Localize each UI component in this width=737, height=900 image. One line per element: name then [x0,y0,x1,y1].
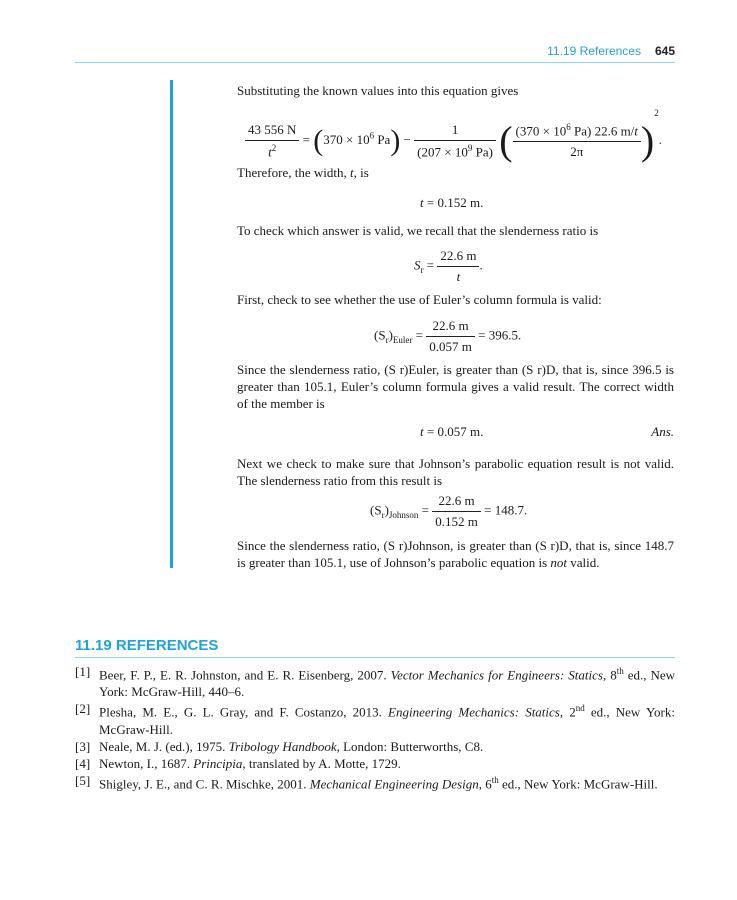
equation-substitution: $\frac{43 556 N}{t^2}$ = ($370 \times 10^6$ Pa) − $\frac{1}{(207 \times 10^9 Pa)}$ ( $\frac{(370 \times 10^6 Pa) 22.6 m/t}{2\pi}$ )$^2$. [245,108,662,161]
eq1-inverse-fraction: $\frac{1}{(207 \times 10^9 Pa)}$ [414,122,496,160]
reference-item: [4] Newton, I., 1687. Principia, translated by A. Motte, 1729. [75,755,401,771]
equation-johnson-slenderness: $(S_r)_{Johnson}$ = $\frac{22.6 m}{0.152 m}$ = 148.7. [370,493,528,529]
paragraph-johnson-check: Next we check to make sure that Johnson’s parabolic equation result is not valid. The slenderness ratio from this result is [237,456,674,488]
paragraph-therefore: Therefore, the width, t, is [237,165,369,180]
answer-marker: Ans. [651,424,674,439]
reference-item: [1] Beer, F. P., E. R. Johnston, and E. R. Eisenberg, 2007. Vector Mechanics for Engineers: Statics, 8th ed., New York: McGraw-Hill, 440–6. [75,664,676,700]
eq1-squared-fraction: $\frac{(370 \times 10^6 Pa) 22.6 m/t}{2\pi}$ [513,122,641,160]
page-number: 645 [654,44,675,58]
paragraph-substituting: Substituting the known values into this equation gives [237,83,519,98]
running-header [547,44,675,58]
equation-euler-slenderness: $(S_r)_{Euler}$ = $\frac{22.6 m}{0.057 m}$ = 396.5. [374,318,522,354]
equation-slenderness-ratio: $S_r$ = $\frac{22.6 m}{t}$ . [414,248,483,284]
paragraph-euler-check: First, check to see whether the use of Euler’s column formula is valid: [237,292,602,307]
reference-list [75,663,675,792]
running-header-section: 11.19 References [547,44,641,58]
eq1-lhs-fraction: $\frac{43 556 N}{t^2}$ [245,122,299,160]
reference-item: [5] Shigley, J. E., and C. R. Mischke, 2001. Mechanical Engineering Design, 6th ed., New York: McGraw-Hill. [75,772,658,791]
header-rule [75,62,675,63]
reference-item: [2] Plesha, M. E., G. L. Gray, and F. Costanzo, 2013. Engineering Mechanics: Statics, 2nd ed., New York: McGraw-Hill. [75,701,675,737]
paragraph-euler-valid: Since the slenderness ratio, (S r)Euler, is greater than (S r)D, that is, since 396.5 is greater than 105.1, Euler’s column formula gives a valid result. The correct width of the member is [237,362,674,411]
equation-width-answer: t = 0.057 m. Ans. [420,424,674,439]
references-rule [75,657,675,658]
reference-item: [3] Neale, M. J. (ed.), 1975. Tribology Handbook, London: Butterworths, C8. [75,738,484,754]
paragraph-check-answer: To check which answer is valid, we recall that the slenderness ratio is [237,223,599,238]
references-heading: 11.19 REFERENCES [75,637,219,654]
example-side-bar [170,80,173,568]
equation-width-result-1: t = 0.152 m. [420,195,484,210]
paragraph-johnson-invalid: Since the slenderness ratio, (S r)Johnson, is greater than (S r)D, that is, since 148.7 is greater than 105.1, use of Johnson’s parabolic equation is not valid. [237,538,674,570]
